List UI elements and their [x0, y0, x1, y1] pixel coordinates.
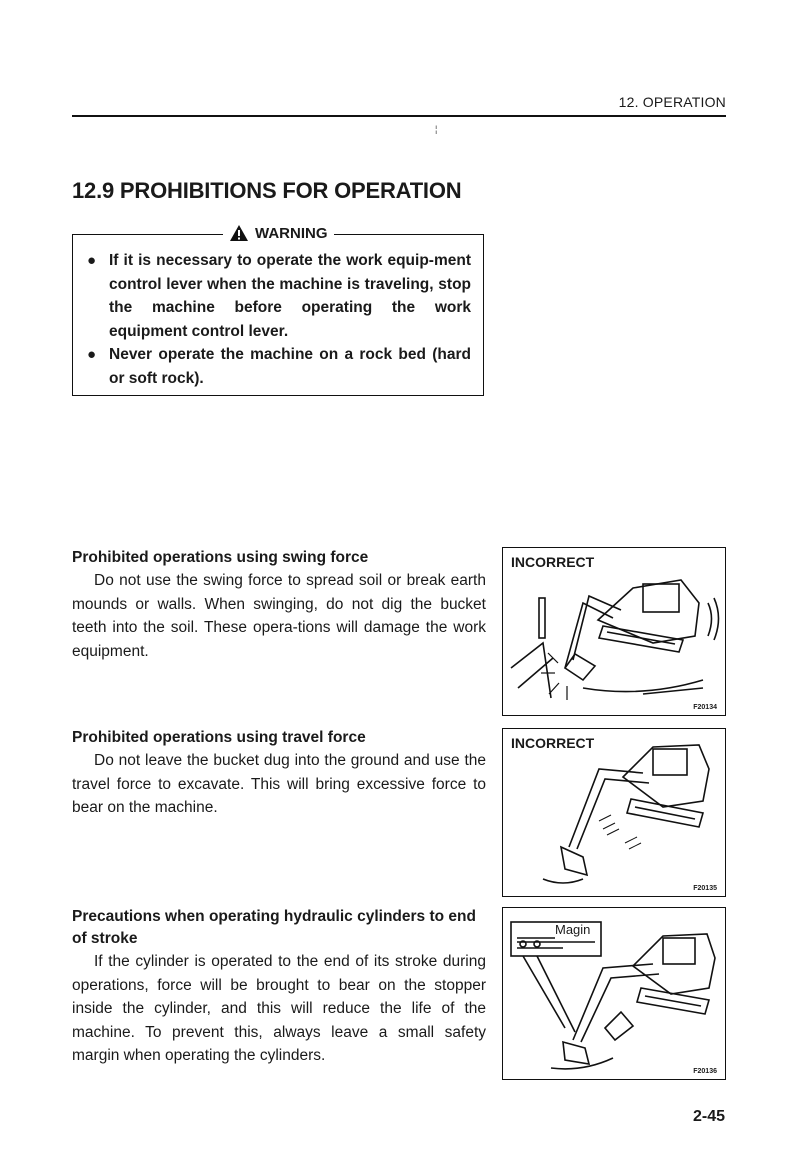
- figure-cylinder-margin: [502, 907, 726, 1080]
- section-heading: Precautions when operating hydraulic cylinders to end of stroke: [72, 908, 476, 947]
- figure-label: INCORRECT: [511, 554, 595, 570]
- warning-list: [73, 235, 483, 390]
- page-number: 2-45: [692, 1108, 725, 1125]
- section-heading: Prohibited operations using travel force: [72, 729, 366, 746]
- section-body: Do not use the swing force to spread soil or break earth mounds or walls. When swinging, do not dig the bucket teeth into the soil. These opera-tions will damage the work equipment.: [72, 572, 486, 660]
- figure-swing-incorrect: [502, 547, 726, 716]
- warning-label: WARNING: [255, 224, 328, 242]
- section-swing-force: [72, 547, 486, 663]
- excavator-travel-illustration-icon: [503, 729, 725, 896]
- figure-label: INCORRECT: [511, 735, 595, 751]
- section-heading: Prohibited operations using swing force: [72, 549, 369, 566]
- callout-label: Magin: [555, 922, 591, 937]
- figure-code: F20135: [693, 885, 717, 892]
- figure-travel-incorrect: [502, 728, 726, 897]
- section-header: 12. OPERATION: [618, 94, 726, 110]
- section-hydraulic-cylinders: [72, 906, 486, 1068]
- section-travel-force: [72, 727, 486, 820]
- figure-code: F20136: [693, 1068, 717, 1075]
- warning-box: [72, 224, 484, 396]
- bullet-icon: ●: [87, 346, 97, 363]
- scan-mark: ¦: [435, 124, 438, 134]
- section-body: Do not leave the bucket dug into the ground and use the travel force to excavate. This will bring excessive force to bear on the machine.: [72, 752, 486, 816]
- warning-bullet-item: ● If it is necessary to operate the work equip-ment control lever when the machine is traveling, stop the machine before operating the work equipment control lever.: [87, 249, 471, 343]
- excavator-swing-illustration-icon: [503, 548, 725, 715]
- page-title: 12.9 PROHIBITIONS FOR OPERATION: [72, 178, 462, 203]
- warning-heading: [223, 224, 334, 242]
- header-rule: [72, 115, 726, 117]
- warning-triangle-icon: [229, 224, 249, 242]
- section-body: If the cylinder is operated to the end of its stroke during operations, force will be brought to bear on the stopper inside the cylinder, and this will reduce the life of the machine. To prevent this, always leave a small safety margin when operating the cylinders.: [72, 953, 486, 1064]
- warning-bullet-item: ● Never operate the machine on a rock bed (hard or soft rock).: [87, 343, 471, 390]
- excavator-cylinder-illustration-icon: [503, 908, 725, 1079]
- figure-code: F20134: [693, 704, 717, 711]
- bullet-icon: ●: [87, 252, 97, 269]
